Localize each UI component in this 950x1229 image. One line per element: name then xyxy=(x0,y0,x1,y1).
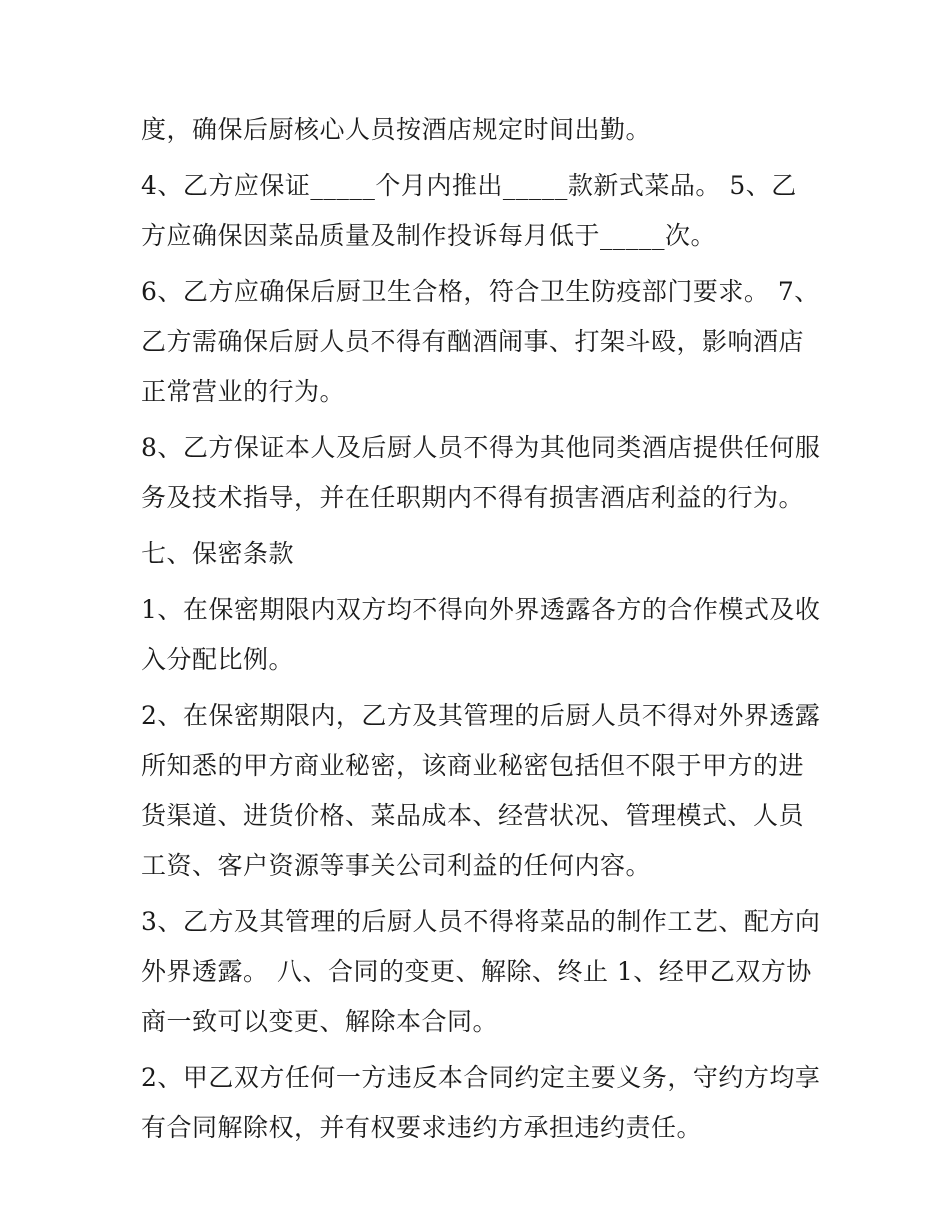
paragraph-attendance-continued: 度，确保后厨核心人员按酒店规定时间出勤。 xyxy=(141,115,652,144)
paragraph-clause-8: 8、乙方保证本人及后厨人员不得为其他同类酒店提供任何服务及技术指导，并在任职期内不得有损害酒店利益的行为。 xyxy=(141,433,821,512)
paragraph-confidentiality-3-and-section-8: 3、乙方及其管理的后厨人员不得将菜品的制作工艺、配方向外界透露。 八、合同的变更、解除、终止 1、经甲乙双方协商一致可以变更、解除本合同。 xyxy=(141,907,821,1036)
paragraph-confidentiality-1: 1、在保密期限内双方均不得向外界透露各方的合作模式及收入分配比例。 xyxy=(141,595,821,674)
paragraph-clause-6-7: 6、乙方应确保后厨卫生合格，符合卫生防疫部门要求。 7、乙方需确保后厨人员不得有酗酒闹事、打架斗殴，影响酒店正常营业的行为。 xyxy=(141,277,820,406)
paragraph-clause-4-5: 4、乙方应保证_____个月内推出_____款新式菜品。 5、乙方应确保因菜品质量及制作投诉每月低于_____次。 xyxy=(141,171,797,250)
paragraph-termination-2: 2、甲乙双方任何一方违反本合同约定主要义务，守约方均享有合同解除权，并有权要求违约方承担违约责任。 xyxy=(141,1063,821,1142)
section-heading-confidentiality: 七、保密条款 xyxy=(141,539,295,568)
document-body xyxy=(141,105,821,1159)
paragraph-confidentiality-2: 2、在保密期限内，乙方及其管理的后厨人员不得对外界透露所知悉的甲方商业秘密，该商业秘密包括但不限于甲方的进货渠道、进货价格、菜品成本、经营状况、管理模式、人员工资、客户资源等事关公司利益的任何内容。 xyxy=(141,701,821,880)
